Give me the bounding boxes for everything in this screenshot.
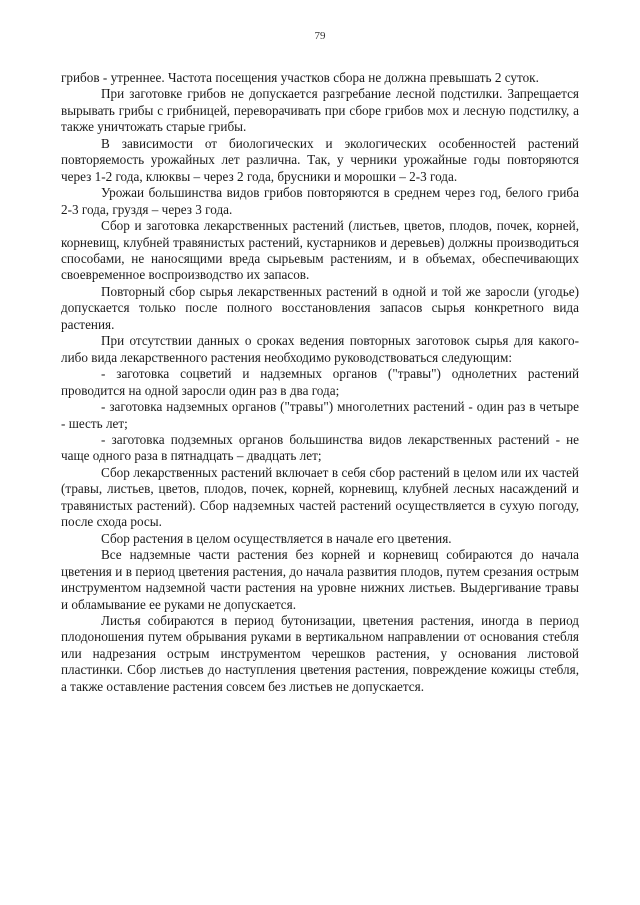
- list-item: - заготовка подземных органов большинства видов лекарственных растений - не чаще одного раза в пятнадцать – двадцать лет;: [61, 431, 579, 464]
- paragraph: Сбор лекарственных растений включает в себя сбор растений в целом или их частей (травы, листьев, цветов, плодов, почек, корней, корневищ, клубней лесных насаждений и травянистых растений). Сбор надземных частей растений осуществляется в сухую погоду, после схода росы.: [61, 464, 579, 530]
- paragraph: Сбор растения в целом осуществляется в начале его цветения.: [101, 530, 452, 546]
- paragraph: При заготовке грибов не допускается разгребание лесной подстилки. Запрещается вырывать грибы с грибницей, переворачивать при сборе грибов мох и лесную подстилку, а также уничтожать старые грибы.: [61, 86, 579, 135]
- text-body: [61, 70, 579, 695]
- paragraph: Все надземные части растения без корней и корневищ собираются до начала цветения и в период цветения растения, до начала развития плодов, путем срезания острым инструментом надземной части растения на уровне нижних листьев. Выдергивание травы и обламывание ее руками не допускается.: [61, 547, 579, 612]
- list-item: - заготовка надземных органов ("травы") многолетних растений - один раз в четыре - шесть лет;: [61, 399, 579, 431]
- paragraph: Сбор и заготовка лекарственных растений (листьев, цветов, плодов, почек, корней, корневищ, клубней травянистых растений, кустарников и деревьев) должны производиться способами, не наносящими вреда сырьевым растениям, и в объемах, обеспечивающих своевременное воспроизводство их запасов.: [61, 218, 579, 283]
- list-item: - заготовка соцветий и надземных органов ("травы") однолетних растений проводится на одной заросли один раз в два года;: [61, 366, 579, 398]
- paragraph: В зависимости от биологических и экологических особенностей растений повторяемость урожайных лет различна. Так, у черники урожайные годы повторяются через 1-2 года, клюквы – через 2 года, брусники и морошки – 2-3 года.: [61, 135, 579, 184]
- paragraph: Урожаи большинства видов грибов повторяются в среднем через год, белого гриба 2-3 года, груздя – через 3 года.: [61, 185, 579, 217]
- paragraph: Листья собираются в период бутонизации, цветения растения, иногда в период плодоношения путем обрывания руками в вертикальном направлении от основания стебля или надрезания острым инструментом черешков растения, у основания листовой пластинки. Сбор листьев до наступления цветения растения, повреждение кожицы стебля, а также оставление растения совсем без листьев не допускается.: [61, 612, 579, 694]
- paragraph: грибов - утреннее. Частота посещения участков сбора не должна превышать 2 суток.: [61, 70, 539, 85]
- page-number: 79: [314, 30, 326, 42]
- paragraph: Повторный сбор сырья лекарственных растений в одной и той же заросли (угодье) допускается только после полного восстановления запасов сырья конкретного вида растения.: [61, 283, 579, 332]
- paragraph: При отсутствии данных о сроках ведения повторных заготовок сырья для какого-либо вида лекарственного растения необходимо руководствоваться следующим:: [61, 333, 579, 365]
